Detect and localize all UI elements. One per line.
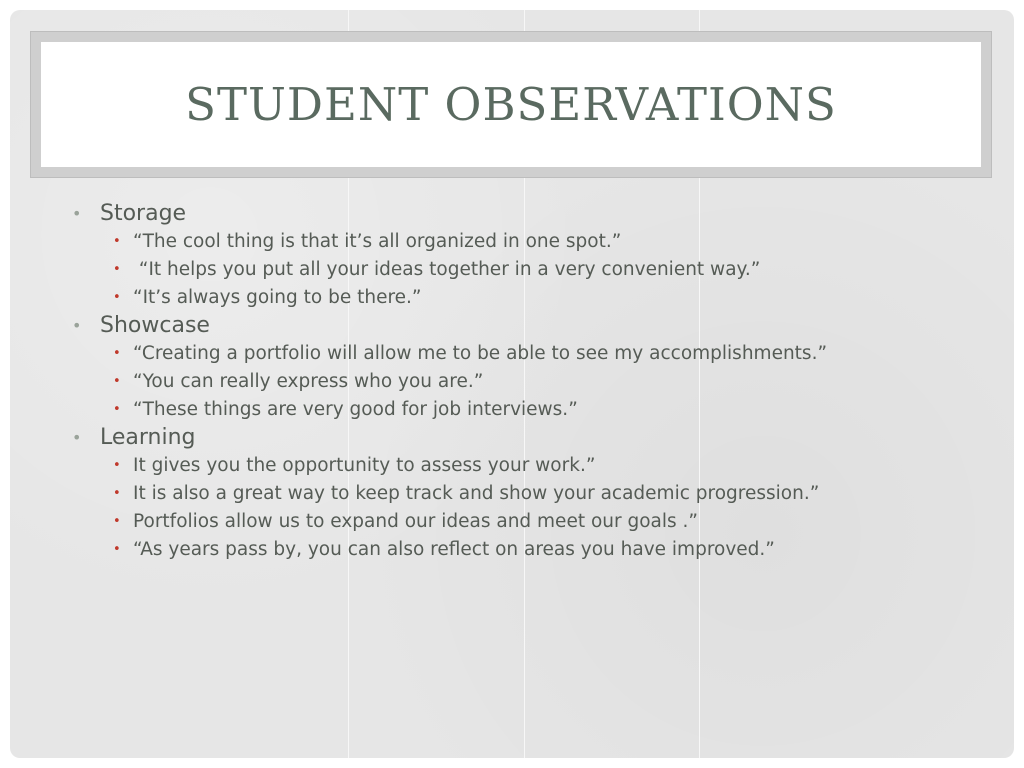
bullet-dot-icon: • — [113, 290, 121, 305]
list-item — [72, 536, 984, 564]
bullet-dot-icon: • — [113, 262, 121, 277]
bullet-dot-icon: • — [113, 486, 121, 501]
bullet-list — [72, 200, 984, 564]
list-item-text: “The cool thing is that it’s all organized in one spot.” — [133, 231, 622, 252]
list-item-text: “Creating a portfolio will allow me to be able to see my accomplishments.” — [133, 343, 828, 364]
section-heading-learning — [72, 424, 984, 452]
section-heading-storage — [72, 200, 984, 228]
list-item-text: “You can really express who you are.” — [133, 371, 484, 392]
slide — [10, 10, 1014, 758]
list-item-text: It gives you the opportunity to assess your work.” — [133, 455, 596, 476]
list-item-text: Portfolios allow us to expand our ideas and meet our goals .” — [133, 511, 699, 532]
section-heading-label: Storage — [100, 201, 187, 226]
list-item-text: “It’s always going to be there.” — [133, 287, 422, 308]
bullet-dot-icon: • — [113, 346, 121, 361]
list-item-text: “As years pass by, you can also reflect on areas you have improved.” — [133, 539, 775, 560]
title-frame — [30, 31, 992, 178]
list-item-text: “It helps you put all your ideas together in a very convenient way.” — [133, 259, 761, 280]
bullet-dot-icon: • — [72, 316, 82, 335]
bullet-dot-icon: • — [113, 458, 121, 473]
list-item — [72, 508, 984, 536]
bullet-dot-icon: • — [72, 428, 82, 447]
list-item-text: “These things are very good for job interviews.” — [133, 399, 578, 420]
bullet-dot-icon: • — [113, 542, 121, 557]
list-item — [72, 480, 984, 508]
list-item — [72, 256, 984, 284]
list-item — [72, 396, 984, 424]
list-item-text: It is also a great way to keep track and show your academic progression.” — [133, 483, 820, 504]
bullet-dot-icon: • — [113, 514, 121, 529]
slide-title: STUDENT OBSERVATIONS — [185, 78, 837, 131]
list-item — [72, 340, 984, 368]
section-heading-label: Showcase — [100, 313, 210, 338]
bullet-dot-icon: • — [113, 402, 121, 417]
bullet-dot-icon: • — [113, 234, 121, 249]
list-item — [72, 368, 984, 396]
title-box — [41, 42, 981, 167]
list-item — [72, 284, 984, 312]
bullet-dot-icon: • — [113, 374, 121, 389]
bullet-dot-icon: • — [72, 204, 82, 223]
section-heading-showcase — [72, 312, 984, 340]
list-item — [72, 452, 984, 480]
section-heading-label: Learning — [100, 425, 196, 450]
list-item — [72, 228, 984, 256]
